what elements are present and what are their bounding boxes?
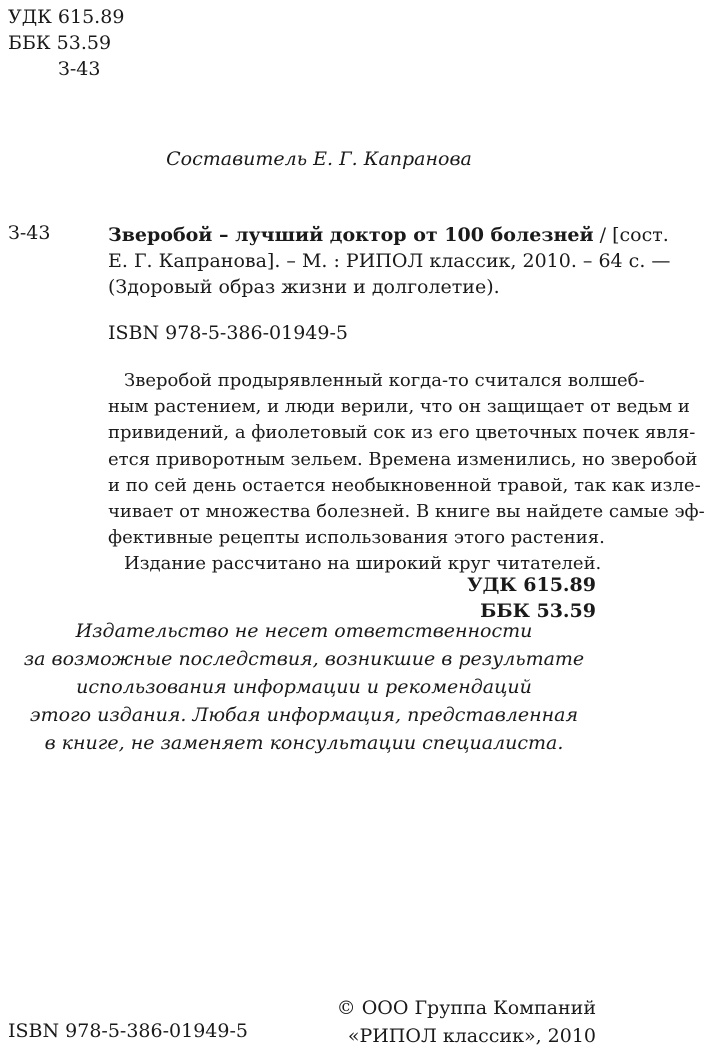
disclaimer <box>0 617 608 757</box>
annotation-line: фективные рецепты использования этого растения. <box>108 527 605 549</box>
isbn-bottom: ISBN 978-5-386-01949-5 <box>8 1020 248 1042</box>
entry-author-mark: З-43 <box>8 222 51 244</box>
bibliographic-line-1 <box>108 222 669 248</box>
annotation-line: привидений, а фиолетовый сок из его цветочных почек явля- <box>108 422 696 444</box>
annotation-line: Зверобой продырявленный когда-то считался волшеб- <box>124 370 645 391</box>
audience-note: Издание рассчитано на широкий круг читателей. <box>124 553 602 575</box>
annotation-line: чивает от множества болезней. В книге вы найдете самые эф- <box>108 501 705 523</box>
annotation-line: и по сей день остается необыкновенной травой, так как изле- <box>108 474 701 496</box>
annotation-line: ным растением, и люди верили, что он защищает от ведьм и <box>108 396 690 418</box>
annotation <box>108 368 705 578</box>
disclaimer-line: этого издания. Любая информация, представленная <box>29 704 579 726</box>
disclaimer-line: использования информации и рекомендаций <box>76 676 532 698</box>
annotation-line: ется приворотным зельем. Времена изменились, но зверобой <box>108 448 698 470</box>
copyright-line-1: © ООО Группа Компаний <box>336 997 596 1019</box>
compiler-bracket: / [сост. <box>593 224 669 246</box>
bibliographic-entry <box>108 222 671 300</box>
compiler-credit: Составитель Е. Г. Капранова <box>166 148 472 170</box>
isbn-main: ISBN 978-5-386-01949-5 <box>108 322 348 344</box>
copyright-notice <box>337 994 596 1050</box>
udk-code-bold: УДК 615.89 <box>467 574 596 596</box>
bibliographic-line-2: Е. Г. Капранова]. – М. : РИПОЛ классик, 2010. – 64 с. — <box>108 250 671 272</box>
bibliographic-line-3: (Здоровый образ жизни и долголетие). <box>108 276 500 298</box>
classification-codes-top <box>8 4 124 82</box>
disclaimer-line: в книге, не заменяет консультации специалиста. <box>44 732 564 754</box>
udk-code: УДК 615.89 <box>8 6 125 28</box>
disclaimer-line: Издательство не несет ответственности <box>75 620 533 642</box>
bbk-code: ББК 53.59 <box>8 32 112 54</box>
copyright-line-2: «РИПОЛ классик», 2010 <box>347 1025 596 1047</box>
disclaimer-line: за возможные последствия, возникшие в результате <box>23 648 585 670</box>
bbk-code-bold: ББК 53.59 <box>480 600 596 622</box>
book-title: Зверобой – лучший доктор от 100 болезней <box>108 224 594 246</box>
author-mark-code: З-43 <box>58 58 101 80</box>
